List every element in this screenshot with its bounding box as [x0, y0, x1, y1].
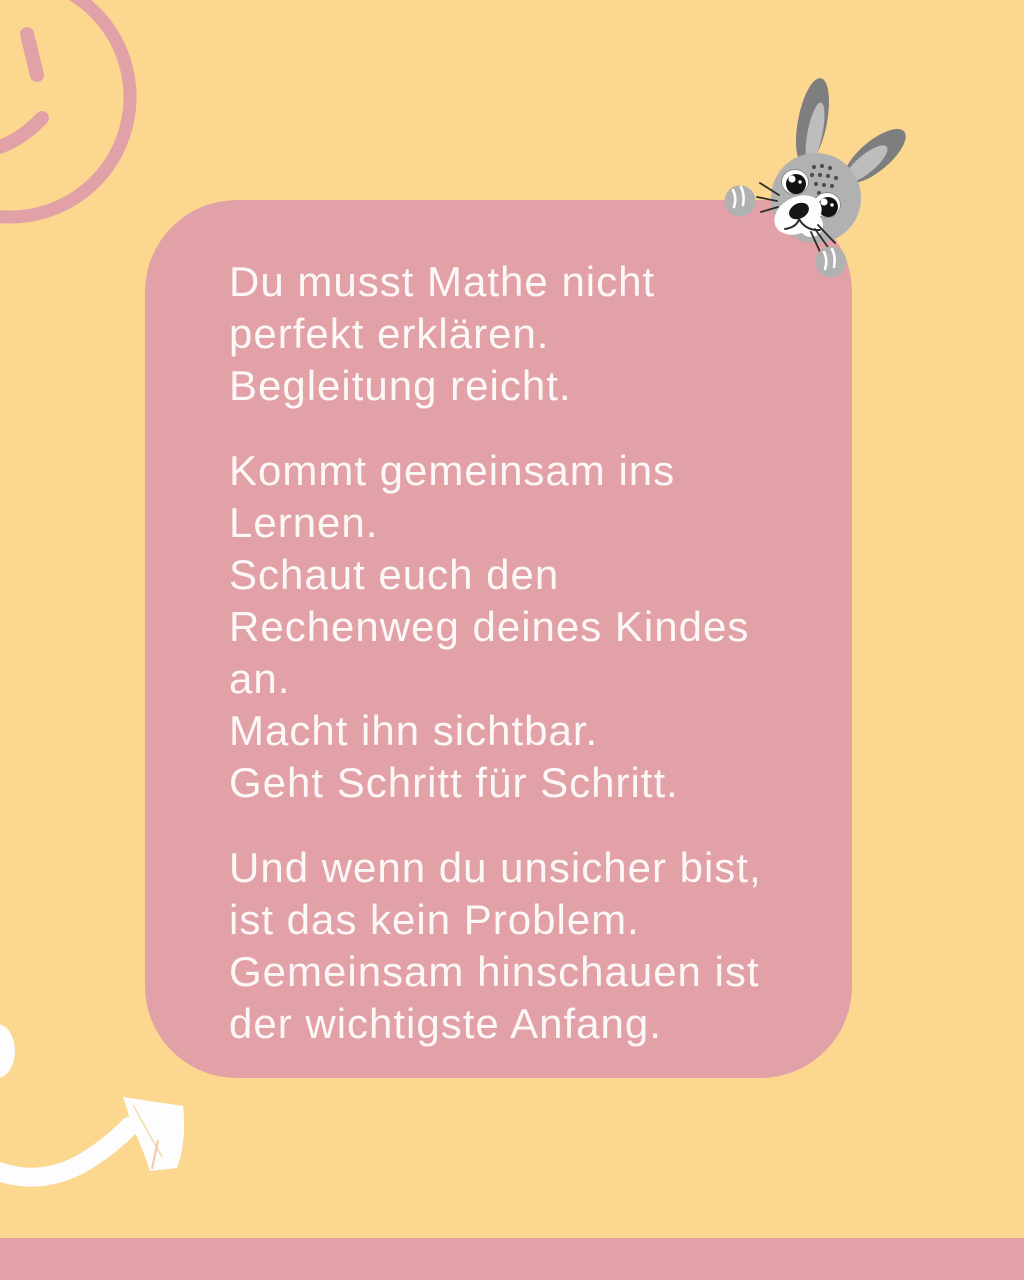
quote-line: Macht ihn sichtbar.	[229, 707, 599, 754]
hand-drawn-arrow-icon	[0, 1085, 210, 1195]
quote-line: der wichtigste Anfang.	[229, 1000, 662, 1047]
smiley-face-icon	[0, 0, 170, 250]
quote-card	[145, 200, 852, 1078]
quote-text-block	[229, 256, 804, 1050]
peeking-bunny-icon	[715, 75, 920, 295]
white-scribble-icon	[0, 1020, 40, 1090]
quote-line: perfekt erklären.	[229, 310, 550, 357]
quote-line: Rechenweg deines Kindes	[229, 603, 750, 650]
quote-line: Gemeinsam hinschauen ist	[229, 948, 760, 995]
quote-line: Geht Schritt für Schritt.	[229, 759, 679, 806]
quote-paragraph	[229, 445, 804, 809]
quote-line: Begleitung reicht.	[229, 362, 572, 409]
quote-line: Lernen.	[229, 499, 379, 546]
bottom-bar	[0, 1238, 1024, 1280]
quote-line: ist das kein Problem.	[229, 896, 640, 943]
quote-paragraph	[229, 842, 804, 1050]
quote-line: Kommt gemeinsam ins	[229, 447, 676, 494]
quote-line: Schaut euch den	[229, 551, 560, 598]
quote-line: Und wenn du unsicher bist,	[229, 844, 762, 891]
quote-line: an.	[229, 655, 291, 702]
quote-line: Du musst Mathe nicht	[229, 258, 656, 305]
